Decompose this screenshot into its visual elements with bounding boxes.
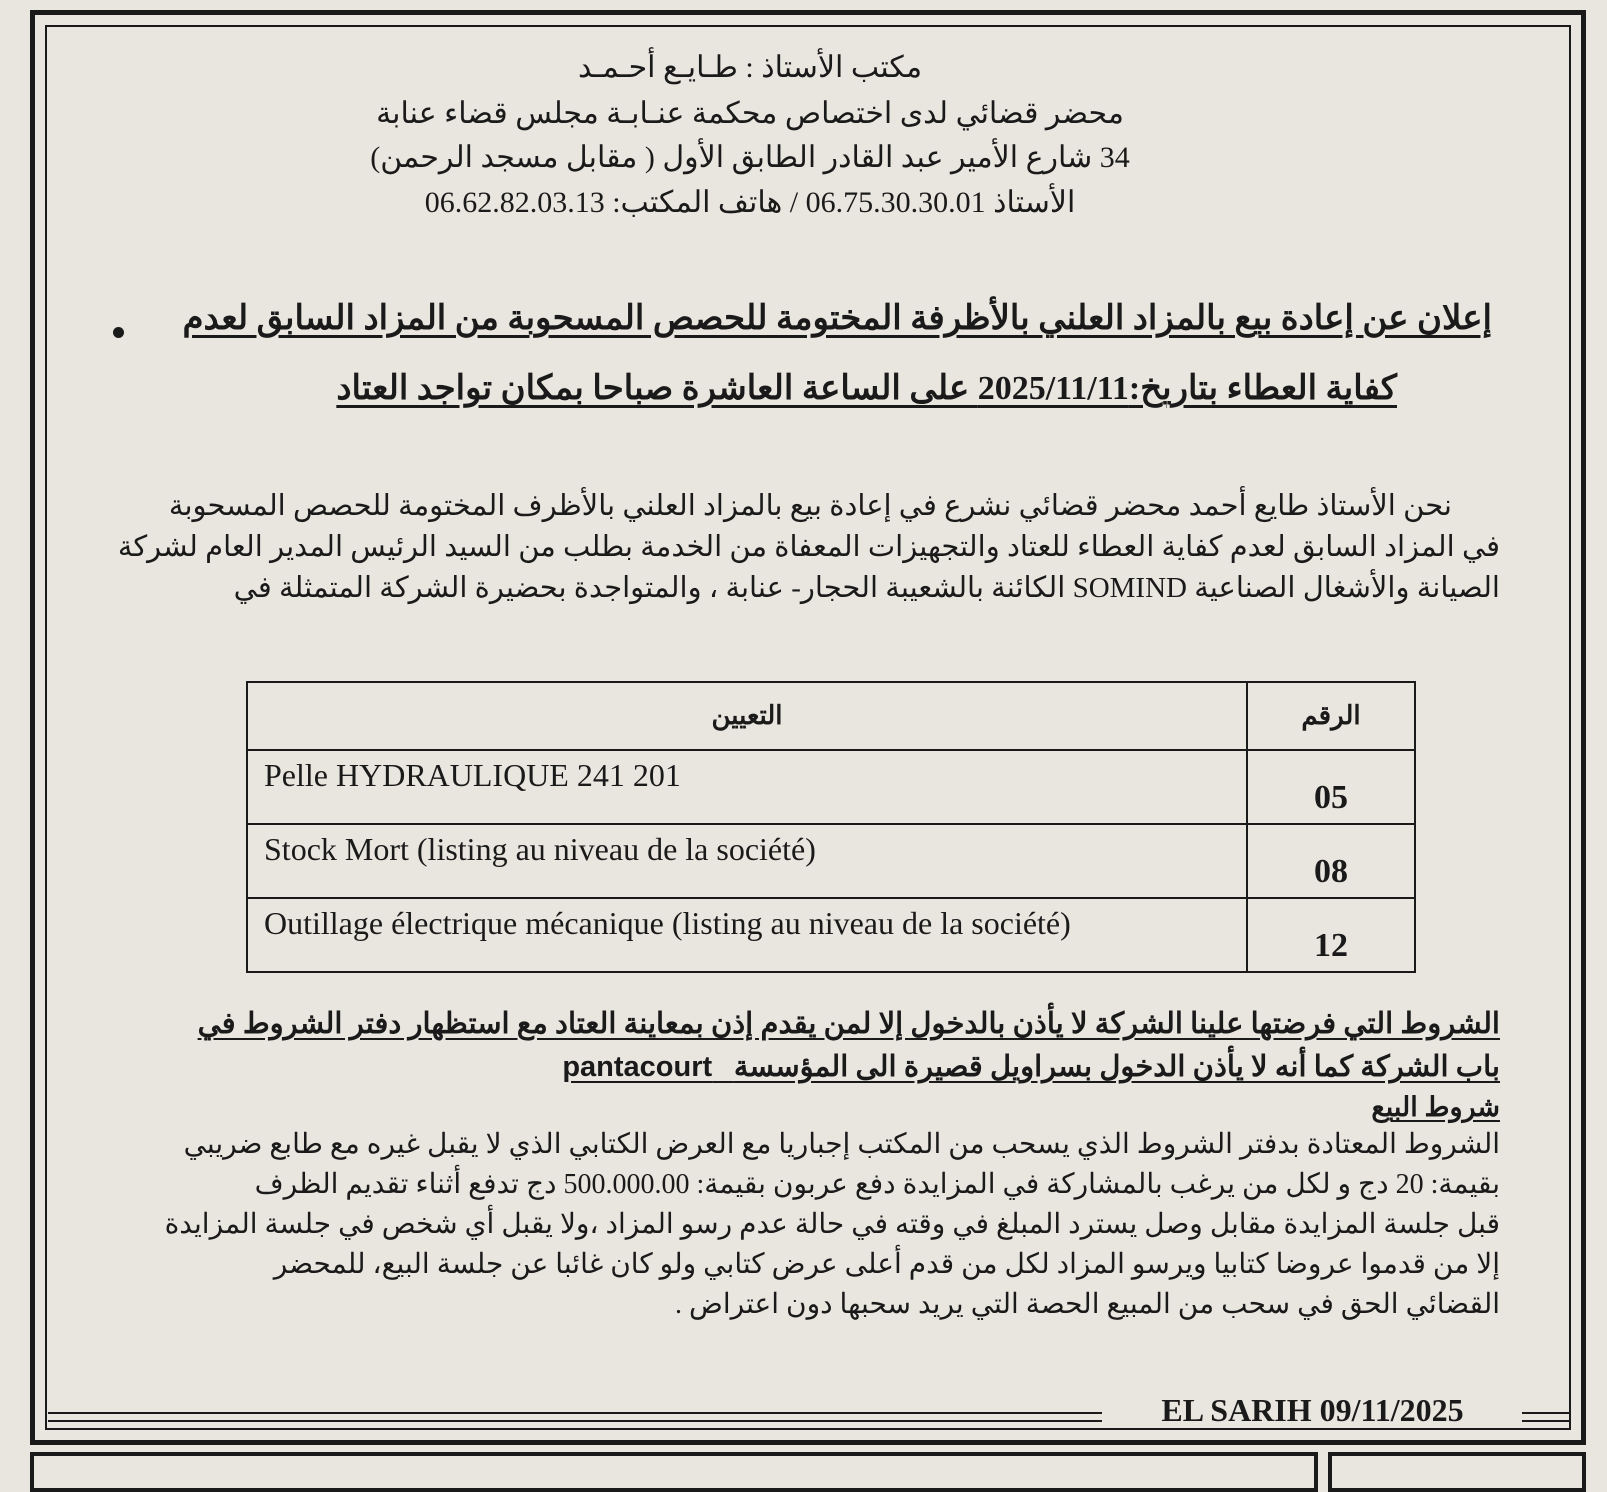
table-row (247, 824, 1415, 898)
bailiff-role: محضر قضائي لدى اختصاص محكمة عنـابـة مجلس قضاء عنابة (376, 97, 1124, 130)
sale-conditions-line: قبل جلسة المزايدة مقابل وصل يسترد المبلغ في وقته في حالة عدم رسو المزاد ،ولا يقبل أي شخص في جلسة المزايدة (164, 1209, 1500, 1240)
sale-conditions-line: الشروط المعتادة بدفتر الشروط الذي يسحب من المكتب إجباريا مع العرض الكتابي الذي لا يقبل غيره مع طابع ضريبي (183, 1129, 1500, 1160)
item-number: 05 (1247, 750, 1415, 824)
intro-line: نحن الأستاذ طايع أحمد محضر قضائي نشرع في إعادة بيع بالمزاد العلني بالأظرف المختومة للحصص المسحوبة (168, 490, 1452, 522)
table-header-row (247, 682, 1415, 750)
footer-rule (48, 1412, 1102, 1422)
announcement-title-line-2: كفاية العطاء بتاريخ:2025/11/11 على الساعة العاشرة صباحا بمكان تواجد العتاد (336, 370, 1397, 407)
intro-line: الصيانة والأشغال الصناعية SOMIND الكائنة بالشعيبة الحجار- عنابة ، والمتواجدة بحضيرة الشركة المتمثلة في (233, 572, 1500, 604)
sale-conditions-line: بقيمة: 20 دج و لكل من يرغب بالمشاركة في المزايدة دفع عربون بقيمة: 500.000.00 دج تدفع أثناء تقديم الظرف (254, 1169, 1500, 1200)
items-table (246, 681, 1416, 973)
adjacent-ad-border (1328, 1452, 1586, 1492)
item-number: 08 (1247, 824, 1415, 898)
item-designation: Pelle HYDRAULIQUE 241 201 (247, 750, 1247, 824)
bullet-dot (113, 327, 124, 338)
designation-column-header: التعيين (247, 682, 1247, 750)
company-conditions-line: الشروط التي فرضتها علينا الشركة لا يأذن بالدخول إلا لمن يقدم إذن بمعاينة العتاد مع استظهار دفتر الشروط في (197, 1008, 1500, 1040)
company-conditions-line (180, 1046, 1500, 1089)
newspaper-source-date: EL SARIH 09/11/2025 (1161, 1392, 1464, 1428)
office-name: مكتب الأستاذ : طـايـع أحـمـد (577, 51, 923, 84)
company-conditions-text: باب الشركة كما أنه لا يأذن الدخول بسراويل قصيرة الى المؤسسة (733, 1051, 1500, 1083)
table-row (247, 750, 1415, 824)
announcement-title-line-1: إعلان عن إعادة بيع بالمزاد العلني بالأظرفة المختومة للحصص المسحوبة من المزاد السابق لعدم (182, 300, 1492, 337)
intro-line: في المزاد السابق لعدم كفاية العطاء للعتاد والتجهيزات المعفاة من الخدمة بطلب من السيد الرئيس المدير العام لشركة (117, 531, 1500, 563)
sale-conditions-heading: شروط البيع (1371, 1092, 1500, 1122)
table-row (247, 898, 1415, 972)
intro-paragraph (80, 486, 1500, 609)
pantacourt-term: pantacourt (562, 1051, 713, 1083)
number-column-header: الرقم (1247, 682, 1415, 750)
sale-conditions-text (164, 1125, 1500, 1325)
office-phones: الأستاذ 06.75.30.30.01 / هاتف المكتب: 06.62.82.03.13 (424, 186, 1076, 219)
item-designation: Stock Mort (listing au niveau de la société) (247, 824, 1247, 898)
sale-conditions-line: القضائي الحق في سحب من المبيع الحصة التي يريد سحبها دون اعتراض . (674, 1289, 1500, 1320)
item-number: 12 (1247, 898, 1415, 972)
adjacent-ad-border (30, 1452, 1318, 1492)
office-address: 34 شارع الأمير عبد القادر الطابق الأول ( مقابل مسجد الرحمن) (370, 141, 1130, 174)
sale-conditions-line: إلا من قدموا عروضا كتابيا ويرسو المزاد لكل من قدم أعلى عرض كتابي ولو كان غائبا عن جلسة البيع، للمحضر (273, 1249, 1500, 1280)
footer-rule (1522, 1412, 1570, 1422)
conditions-section (164, 1003, 1500, 1325)
item-designation: Outillage électrique mécanique (listing au niveau de la société) (247, 898, 1247, 972)
